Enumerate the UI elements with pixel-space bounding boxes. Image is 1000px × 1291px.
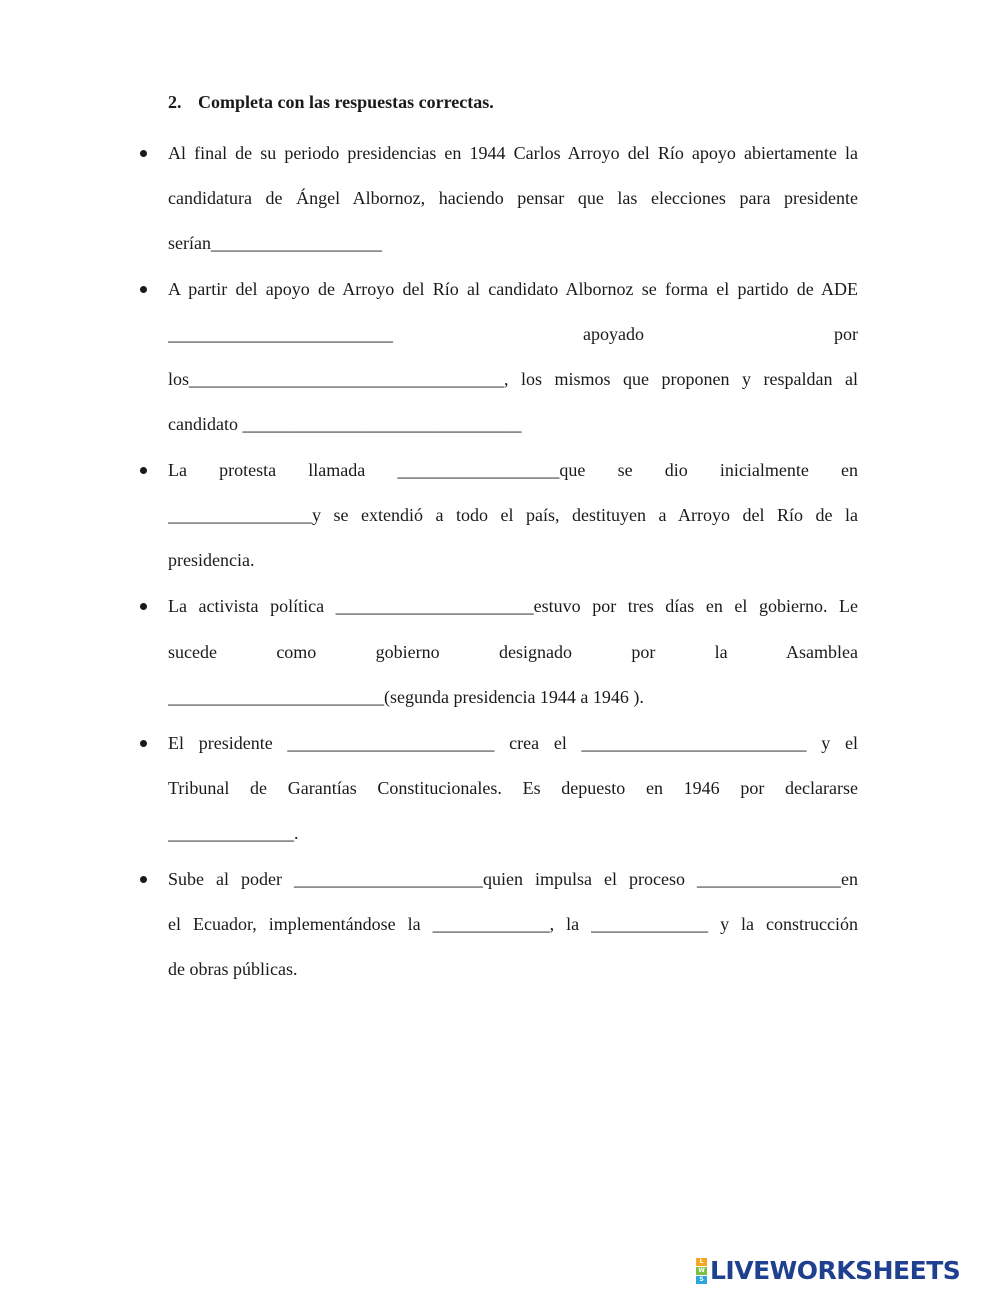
- item-line: serían___________________: [168, 233, 382, 253]
- bullet-icon: [139, 876, 149, 886]
- bullet-icon: [139, 467, 149, 477]
- item-line: ________________y se extendió a todo el país, destituyen a Arroyo del Río de la: [168, 505, 858, 525]
- item-line: de obras públicas.: [168, 959, 298, 979]
- exercise-heading: [168, 88, 494, 116]
- item-line: Sube al poder _____________________quien impulsa el proceso ________________en: [168, 869, 858, 889]
- item-line: ______________.: [168, 823, 299, 843]
- logo-tile-mid: W: [696, 1267, 707, 1275]
- bullet-icon: [139, 740, 149, 750]
- logo-text: LIVEWORKSHEETS: [710, 1256, 961, 1285]
- bullet-icon: [139, 603, 149, 613]
- item-line: presidencia.: [168, 550, 255, 570]
- logo-tile-top: L: [696, 1258, 707, 1266]
- item-line: sucede como gobierno designado por la Asamblea: [168, 642, 858, 662]
- item-line: los___________________________________, los mismos que proponen y respaldan al: [168, 369, 858, 389]
- bullet-icon: [139, 286, 149, 296]
- liveworksheets-logo: [696, 1256, 960, 1286]
- item-line: A partir del apoyo de Arroyo del Río al candidato Albornoz se forma el partido de ADE: [168, 279, 858, 299]
- item-line: _________________________ apoyado por: [168, 324, 858, 344]
- exercise-title: Completa con las respuestas correctas.: [198, 92, 494, 112]
- item-line: La activista política ______________________estuvo por tres días en el gobierno. Le: [168, 596, 858, 616]
- item-line: candidatura de Ángel Albornoz, haciendo pensar que las elecciones para presidente: [168, 188, 858, 208]
- item-line: La protesta llamada __________________que se dio inicialmente en: [168, 460, 858, 480]
- item-line: El presidente _______________________ crea el _________________________ y el: [168, 733, 858, 753]
- item-line: ________________________(segunda presidencia 1944 a 1946 ).: [168, 687, 644, 707]
- logo-tile-bottom: S: [696, 1276, 707, 1284]
- item-line: Al final de su periodo presidencias en 1944 Carlos Arroyo del Río apoyo abiertamente la: [168, 143, 858, 163]
- item-line: el Ecuador, implementándose la _____________, la _____________ y la construcción: [168, 914, 858, 934]
- exercise-number: 2.: [168, 92, 182, 112]
- item-line: Tribunal de Garantías Constitucionales. Es depuesto en 1946 por declararse: [168, 778, 858, 798]
- bullet-icon: [139, 150, 149, 160]
- item-line: candidato _______________________________: [168, 414, 522, 434]
- logo-grid-icon: [696, 1258, 707, 1284]
